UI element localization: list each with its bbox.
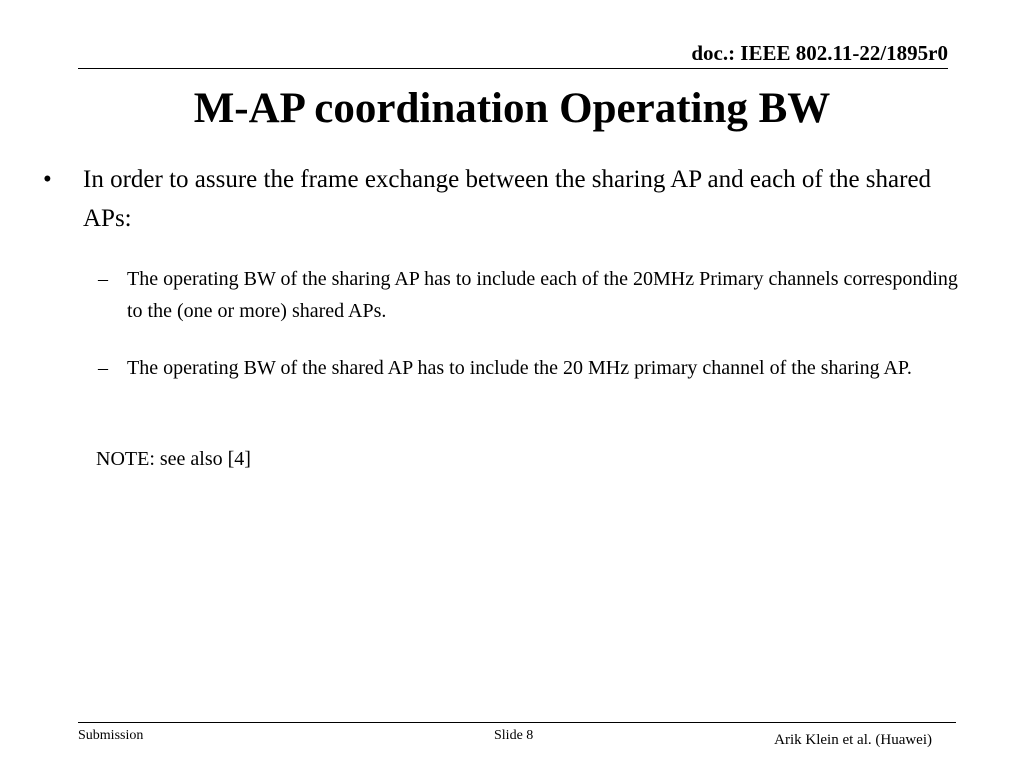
sub-bullet-marker: – [98, 357, 108, 379]
slide-title: M-AP coordination Operating BW [193, 85, 831, 132]
bullet-text: In order to assure the frame exchange between the sharing AP and each of the shared APs: [83, 166, 932, 232]
footer-divider [78, 722, 956, 723]
sub-bullet-item [98, 352, 978, 384]
note-text: NOTE: see also [4] [96, 448, 251, 470]
footer-submission: Submission [78, 728, 144, 743]
sub-bullet-text: The operating BW of the shared AP has to include the 20 MHz primary channel of the sharing AP. [127, 357, 912, 379]
document-id: doc.: IEEE 802.11-22/1895r0 [691, 41, 948, 65]
sub-bullet-item [98, 263, 978, 327]
bullet-item [43, 160, 978, 238]
header-divider [78, 68, 948, 69]
slide-number: Slide 8 [494, 728, 534, 743]
sub-bullet-marker: – [98, 268, 108, 290]
bullet-marker: • [43, 166, 52, 193]
sub-bullet-text: The operating BW of the sharing AP has to include each of the 20MHz Primary channels corresponding to the (one or more) shared APs. [127, 268, 958, 322]
footer-author: Arik Klein et al. (Huawei) [774, 732, 932, 748]
